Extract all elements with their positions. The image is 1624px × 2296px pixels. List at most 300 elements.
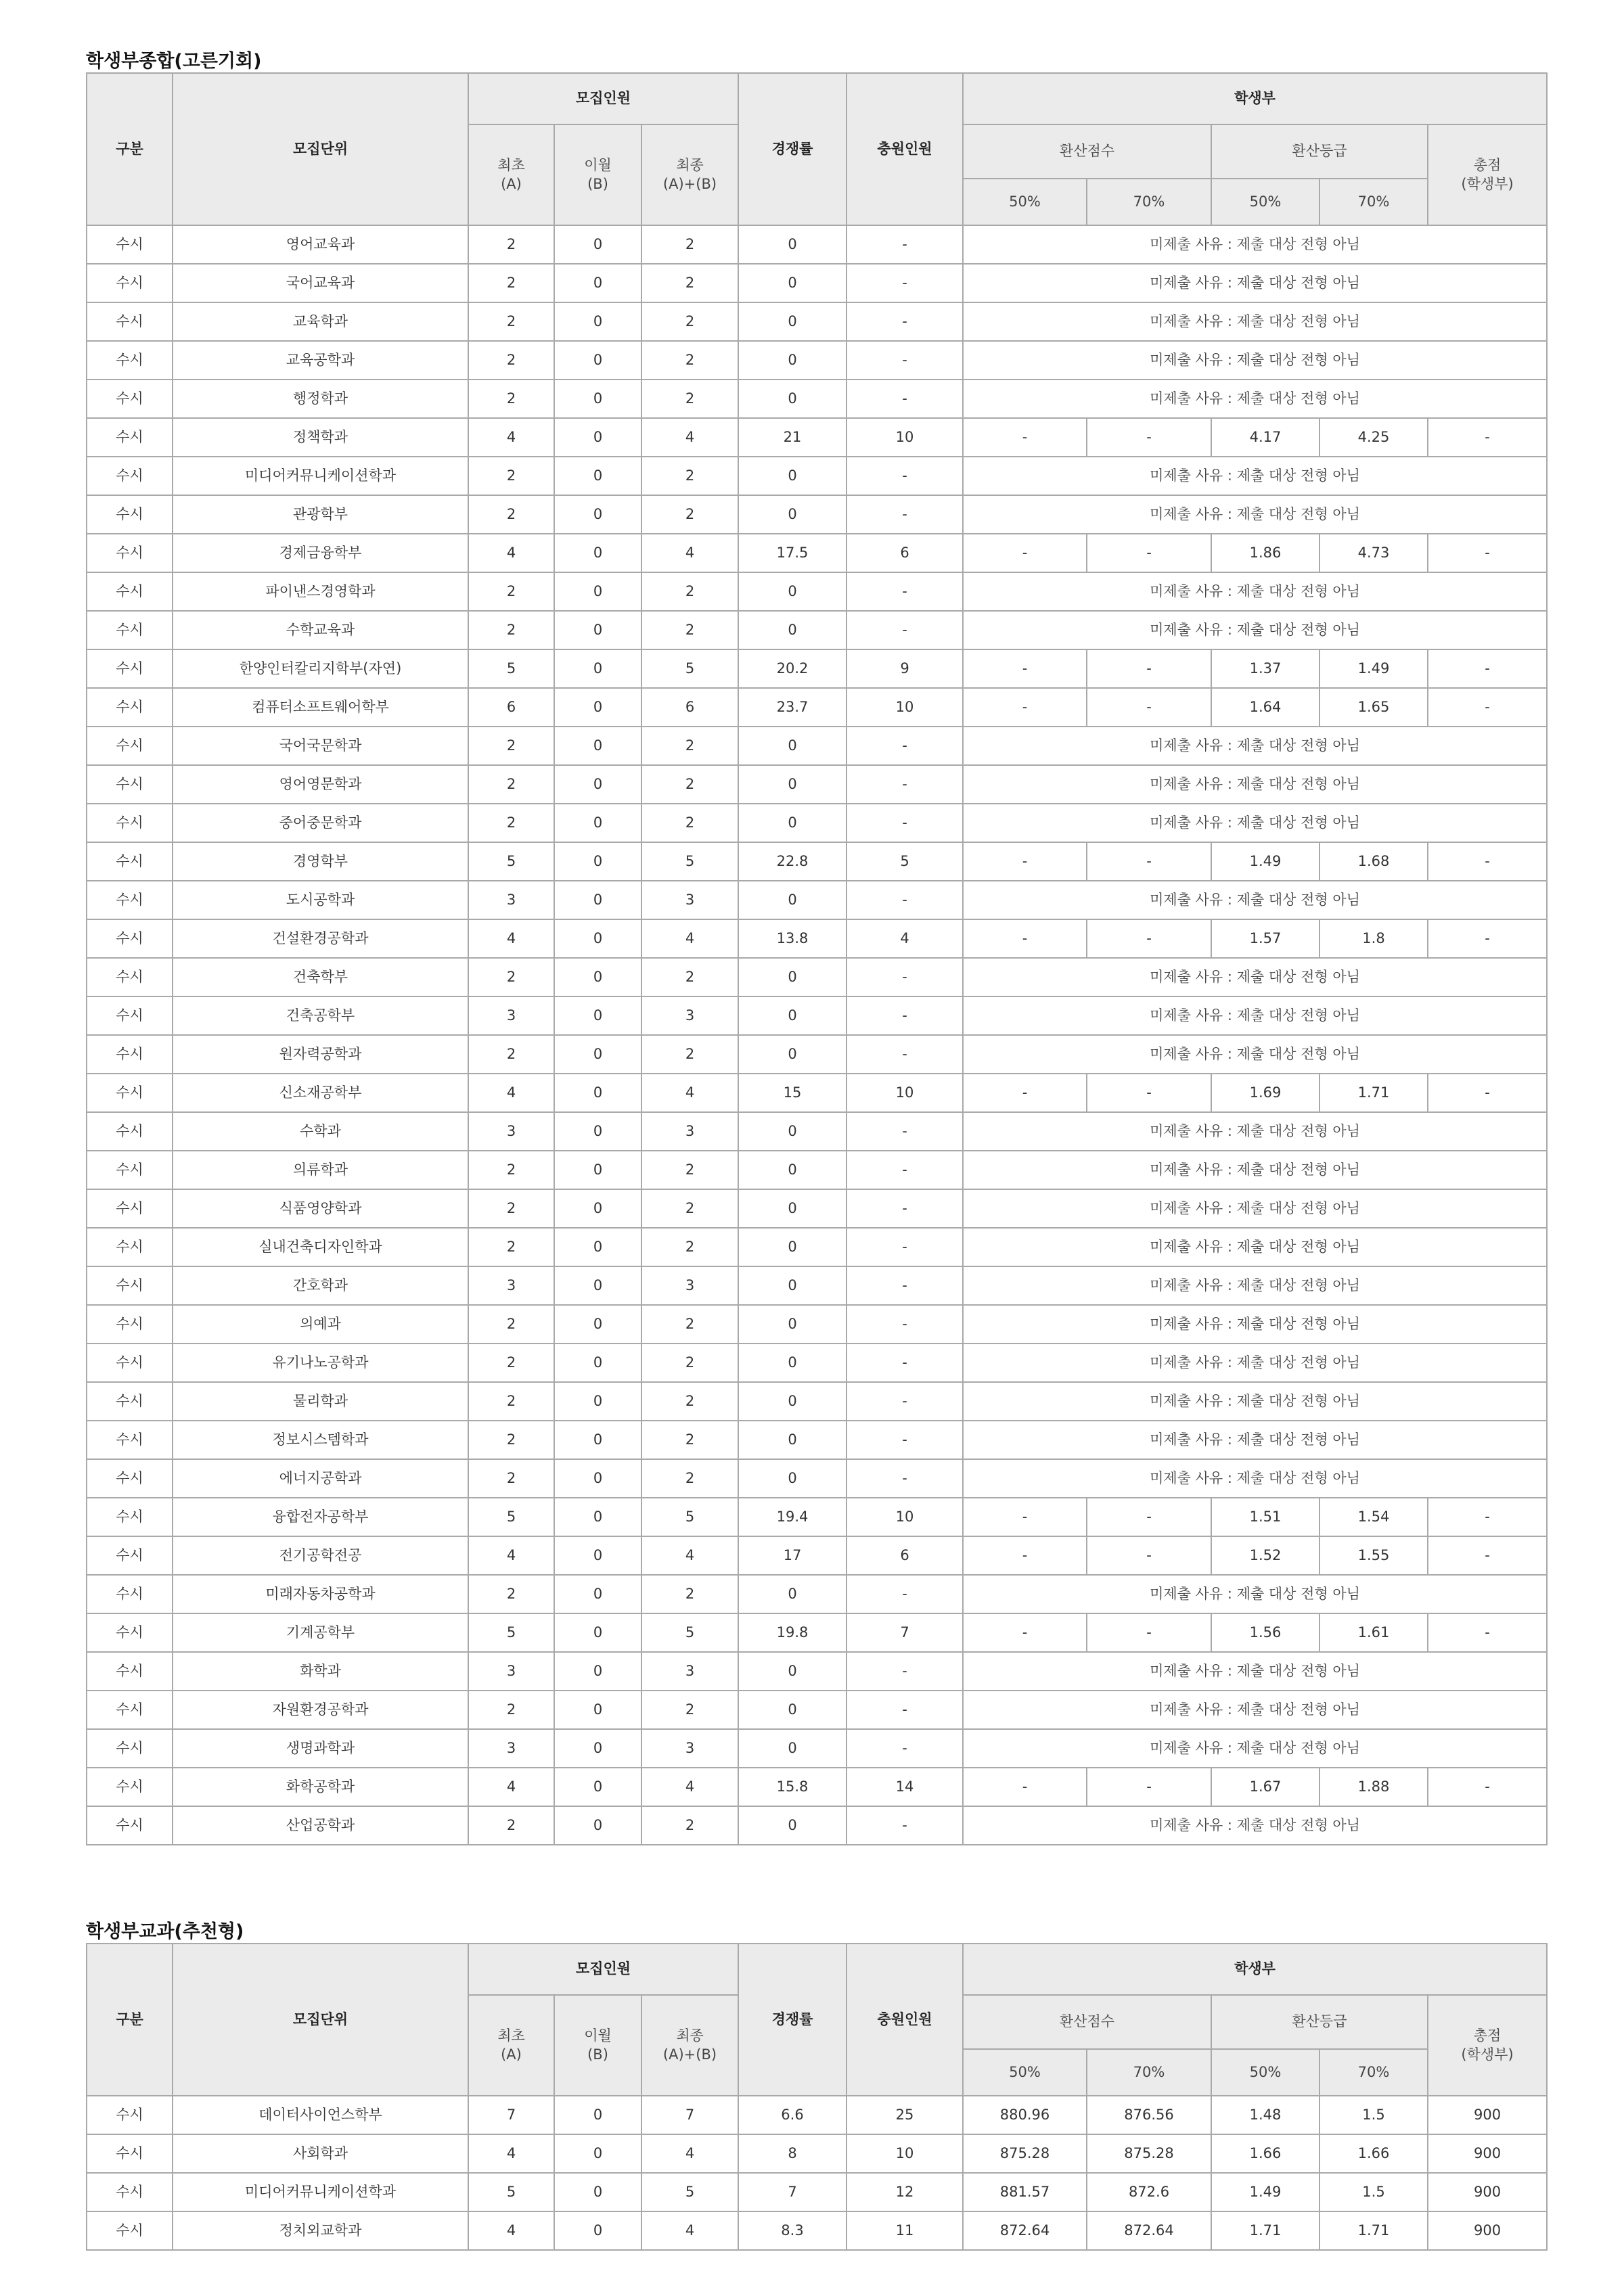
cell-competition: 0 xyxy=(738,302,847,341)
header-record-group: 학생부 xyxy=(963,1944,1547,1995)
table-row xyxy=(87,1151,1547,1189)
cell-score-50: - xyxy=(963,1498,1087,1536)
table-row xyxy=(87,302,1547,341)
cell-unit: 한양인터칼리지학부(자연) xyxy=(173,649,468,688)
cell-filled: - xyxy=(847,1266,963,1305)
table-row xyxy=(87,1189,1547,1228)
cell-unit: 데이터사이언스학부 xyxy=(173,2096,468,2134)
cell-final: 2 xyxy=(641,1344,738,1382)
cell-transfer: 0 xyxy=(554,649,641,688)
cell-total: - xyxy=(1428,1613,1547,1652)
cell-not-submitted-note: 미제출 사유 : 제출 대상 전형 아님 xyxy=(963,1421,1547,1459)
cell-final: 2 xyxy=(641,1806,738,1845)
cell-unit: 영어교육과 xyxy=(173,225,468,264)
cell-filled: - xyxy=(847,1035,963,1074)
cell-transfer: 0 xyxy=(554,457,641,495)
cell-total: 900 xyxy=(1428,2211,1547,2250)
cell-filled: - xyxy=(847,457,963,495)
table-row xyxy=(87,1498,1547,1536)
cell-competition: 0 xyxy=(738,958,847,996)
cell-transfer: 0 xyxy=(554,2173,641,2211)
cell-total: - xyxy=(1428,1498,1547,1536)
cell-filled: 7 xyxy=(847,1613,963,1652)
cell-final: 4 xyxy=(641,1768,738,1806)
header-grade-70: 70% xyxy=(1320,179,1428,225)
cell-type: 수시 xyxy=(87,1768,173,1806)
cell-type: 수시 xyxy=(87,688,173,727)
cell-initial: 5 xyxy=(468,649,554,688)
cell-not-submitted-note: 미제출 사유 : 제출 대상 전형 아님 xyxy=(963,225,1547,264)
cell-unit: 국어국문학과 xyxy=(173,727,468,765)
cell-grade-50: 1.67 xyxy=(1211,1768,1320,1806)
table-row xyxy=(87,804,1547,842)
cell-filled: 10 xyxy=(847,1074,963,1112)
cell-filled: 14 xyxy=(847,1768,963,1806)
cell-initial: 2 xyxy=(468,1691,554,1729)
cell-type: 수시 xyxy=(87,1729,173,1768)
cell-type: 수시 xyxy=(87,1691,173,1729)
cell-competition: 8.3 xyxy=(738,2211,847,2250)
cell-filled: - xyxy=(847,1151,963,1189)
cell-grade-70: 1.68 xyxy=(1320,842,1428,881)
table-row xyxy=(87,1768,1547,1806)
cell-score-50: - xyxy=(963,688,1087,727)
cell-type: 수시 xyxy=(87,534,173,572)
cell-type: 수시 xyxy=(87,1536,173,1575)
cell-competition: 0 xyxy=(738,1151,847,1189)
cell-competition: 0 xyxy=(738,1382,847,1421)
cell-initial: 2 xyxy=(468,225,554,264)
cell-not-submitted-note: 미제출 사유 : 제출 대상 전형 아님 xyxy=(963,1459,1547,1498)
header-converted-grade: 환산등급 xyxy=(1211,124,1428,179)
cell-type: 수시 xyxy=(87,264,173,302)
cell-unit: 교육학과 xyxy=(173,302,468,341)
cell-initial: 2 xyxy=(468,958,554,996)
cell-unit: 행정학과 xyxy=(173,380,468,418)
cell-filled: 10 xyxy=(847,2134,963,2173)
cell-transfer: 0 xyxy=(554,1613,641,1652)
cell-transfer: 0 xyxy=(554,1806,641,1845)
cell-initial: 2 xyxy=(468,611,554,649)
cell-transfer: 0 xyxy=(554,1459,641,1498)
cell-type: 수시 xyxy=(87,1806,173,1845)
table-row xyxy=(87,264,1547,302)
cell-initial: 4 xyxy=(468,2134,554,2173)
cell-score-70: - xyxy=(1087,649,1211,688)
cell-unit: 건축학부 xyxy=(173,958,468,996)
cell-not-submitted-note: 미제출 사유 : 제출 대상 전형 아님 xyxy=(963,1691,1547,1729)
table-row xyxy=(87,457,1547,495)
cell-competition: 0 xyxy=(738,1266,847,1305)
cell-final: 3 xyxy=(641,1112,738,1151)
cell-competition: 19.4 xyxy=(738,1498,847,1536)
table-row xyxy=(87,225,1547,264)
cell-transfer: 0 xyxy=(554,1228,641,1266)
cell-transfer: 0 xyxy=(554,495,641,534)
header-filled: 충원인원 xyxy=(847,1944,963,2096)
cell-unit: 사회학과 xyxy=(173,2134,468,2173)
header-total: 총점 (학생부) xyxy=(1428,124,1547,225)
cell-competition: 0 xyxy=(738,380,847,418)
cell-unit: 수학과 xyxy=(173,1112,468,1151)
cell-score-50: - xyxy=(963,1536,1087,1575)
cell-final: 2 xyxy=(641,264,738,302)
cell-not-submitted-note: 미제출 사유 : 제출 대상 전형 아님 xyxy=(963,1228,1547,1266)
cell-unit: 화학공학과 xyxy=(173,1768,468,1806)
header-score-50: 50% xyxy=(963,179,1087,225)
cell-filled: 5 xyxy=(847,842,963,881)
cell-unit: 의예과 xyxy=(173,1305,468,1344)
cell-final: 3 xyxy=(641,996,738,1035)
cell-score-70: 876.56 xyxy=(1087,2096,1211,2134)
cell-filled: - xyxy=(847,1806,963,1845)
cell-unit: 관광학부 xyxy=(173,495,468,534)
header-grade-50: 50% xyxy=(1211,179,1320,225)
header-record-group: 학생부 xyxy=(963,73,1547,124)
cell-unit: 경제금융학부 xyxy=(173,534,468,572)
cell-competition: 0 xyxy=(738,1421,847,1459)
table-row xyxy=(87,765,1547,804)
cell-type: 수시 xyxy=(87,1498,173,1536)
cell-competition: 0 xyxy=(738,1344,847,1382)
cell-transfer: 0 xyxy=(554,1421,641,1459)
cell-filled: 12 xyxy=(847,2173,963,2211)
cell-transfer: 0 xyxy=(554,1729,641,1768)
cell-type: 수시 xyxy=(87,302,173,341)
cell-competition: 0 xyxy=(738,341,847,380)
table-row xyxy=(87,418,1547,457)
cell-final: 2 xyxy=(641,225,738,264)
cell-type: 수시 xyxy=(87,1305,173,1344)
table-row xyxy=(87,1613,1547,1652)
header-initial: 최초 (A) xyxy=(468,124,554,225)
cell-competition: 0 xyxy=(738,1112,847,1151)
cell-final: 4 xyxy=(641,418,738,457)
cell-score-70: - xyxy=(1087,1613,1211,1652)
cell-final: 5 xyxy=(641,2173,738,2211)
cell-final: 2 xyxy=(641,380,738,418)
cell-score-70: - xyxy=(1087,688,1211,727)
cell-unit: 미디어커뮤니케이션학과 xyxy=(173,457,468,495)
cell-final: 4 xyxy=(641,1074,738,1112)
cell-final: 2 xyxy=(641,958,738,996)
cell-filled: - xyxy=(847,1652,963,1691)
cell-not-submitted-note: 미제출 사유 : 제출 대상 전형 아님 xyxy=(963,1806,1547,1845)
cell-type: 수시 xyxy=(87,611,173,649)
cell-competition: 0 xyxy=(738,225,847,264)
cell-filled: 6 xyxy=(847,1536,963,1575)
cell-initial: 2 xyxy=(468,1151,554,1189)
cell-initial: 4 xyxy=(468,1074,554,1112)
cell-initial: 2 xyxy=(468,765,554,804)
cell-initial: 5 xyxy=(468,1613,554,1652)
cell-competition: 7 xyxy=(738,2173,847,2211)
cell-competition: 0 xyxy=(738,996,847,1035)
cell-not-submitted-note: 미제출 사유 : 제출 대상 전형 아님 xyxy=(963,572,1547,611)
cell-transfer: 0 xyxy=(554,1266,641,1305)
cell-grade-70: 1.54 xyxy=(1320,1498,1428,1536)
cell-grade-50: 1.51 xyxy=(1211,1498,1320,1536)
cell-grade-50: 1.49 xyxy=(1211,2173,1320,2211)
cell-unit: 정보시스템학과 xyxy=(173,1421,468,1459)
cell-score-50: - xyxy=(963,1074,1087,1112)
cell-score-50: 881.57 xyxy=(963,2173,1087,2211)
cell-score-50: - xyxy=(963,534,1087,572)
cell-transfer: 0 xyxy=(554,727,641,765)
table-row xyxy=(87,919,1547,958)
cell-type: 수시 xyxy=(87,1074,173,1112)
cell-type: 수시 xyxy=(87,881,173,919)
cell-final: 2 xyxy=(641,727,738,765)
table-row xyxy=(87,2173,1547,2211)
cell-final: 2 xyxy=(641,572,738,611)
cell-filled: - xyxy=(847,1189,963,1228)
cell-initial: 2 xyxy=(468,1305,554,1344)
cell-final: 2 xyxy=(641,1228,738,1266)
cell-type: 수시 xyxy=(87,1228,173,1266)
table-row xyxy=(87,1074,1547,1112)
cell-not-submitted-note: 미제출 사유 : 제출 대상 전형 아님 xyxy=(963,958,1547,996)
table-row xyxy=(87,1459,1547,1498)
cell-final: 2 xyxy=(641,765,738,804)
cell-transfer: 0 xyxy=(554,380,641,418)
cell-transfer: 0 xyxy=(554,611,641,649)
cell-score-70: - xyxy=(1087,842,1211,881)
cell-competition: 0 xyxy=(738,1305,847,1344)
cell-competition: 0 xyxy=(738,1035,847,1074)
header-competition: 경쟁률 xyxy=(738,73,847,225)
header-filled: 충원인원 xyxy=(847,73,963,225)
header-converted-grade: 환산등급 xyxy=(1211,1995,1428,2049)
cell-final: 2 xyxy=(641,457,738,495)
table-row xyxy=(87,534,1547,572)
cell-final: 2 xyxy=(641,1691,738,1729)
header-transfer: 이월 (B) xyxy=(554,1995,641,2096)
cell-initial: 3 xyxy=(468,1729,554,1768)
cell-not-submitted-note: 미제출 사유 : 제출 대상 전형 아님 xyxy=(963,1344,1547,1382)
cell-filled: - xyxy=(847,996,963,1035)
cell-total: - xyxy=(1428,649,1547,688)
cell-not-submitted-note: 미제출 사유 : 제출 대상 전형 아님 xyxy=(963,457,1547,495)
cell-not-submitted-note: 미제출 사유 : 제출 대상 전형 아님 xyxy=(963,1652,1547,1691)
header-category: 구분 xyxy=(87,1944,173,2096)
cell-unit: 미디어커뮤니케이션학과 xyxy=(173,2173,468,2211)
table-row xyxy=(87,495,1547,534)
cell-competition: 19.8 xyxy=(738,1613,847,1652)
header-final: 최종 (A)+(B) xyxy=(641,124,738,225)
cell-score-50: 872.64 xyxy=(963,2211,1087,2250)
cell-filled: - xyxy=(847,1344,963,1382)
cell-competition: 6.6 xyxy=(738,2096,847,2134)
cell-type: 수시 xyxy=(87,727,173,765)
cell-transfer: 0 xyxy=(554,1151,641,1189)
cell-score-70: - xyxy=(1087,919,1211,958)
cell-transfer: 0 xyxy=(554,1035,641,1074)
cell-total: 900 xyxy=(1428,2173,1547,2211)
cell-score-70: - xyxy=(1087,418,1211,457)
cell-not-submitted-note: 미제출 사유 : 제출 대상 전형 아님 xyxy=(963,264,1547,302)
table-row xyxy=(87,1035,1547,1074)
cell-final: 4 xyxy=(641,919,738,958)
cell-transfer: 0 xyxy=(554,1575,641,1613)
cell-filled: - xyxy=(847,341,963,380)
cell-grade-50: 1.37 xyxy=(1211,649,1320,688)
cell-initial: 2 xyxy=(468,1344,554,1382)
cell-transfer: 0 xyxy=(554,341,641,380)
cell-type: 수시 xyxy=(87,1035,173,1074)
table-row xyxy=(87,881,1547,919)
cell-filled: - xyxy=(847,302,963,341)
cell-final: 5 xyxy=(641,649,738,688)
admission-table-2 xyxy=(86,1943,1548,2251)
table-row xyxy=(87,1421,1547,1459)
cell-competition: 0 xyxy=(738,881,847,919)
table-row xyxy=(87,1344,1547,1382)
cell-unit: 화학과 xyxy=(173,1652,468,1691)
header-recruit-group: 모집인원 xyxy=(468,1944,738,1995)
cell-transfer: 0 xyxy=(554,842,641,881)
header-unit: 모집단위 xyxy=(173,73,468,225)
cell-total: 900 xyxy=(1428,2096,1547,2134)
cell-competition: 22.8 xyxy=(738,842,847,881)
cell-final: 5 xyxy=(641,842,738,881)
cell-not-submitted-note: 미제출 사유 : 제출 대상 전형 아님 xyxy=(963,302,1547,341)
cell-type: 수시 xyxy=(87,1421,173,1459)
cell-transfer: 0 xyxy=(554,765,641,804)
cell-final: 3 xyxy=(641,1729,738,1768)
cell-competition: 0 xyxy=(738,1691,847,1729)
cell-grade-50: 1.56 xyxy=(1211,1613,1320,1652)
cell-type: 수시 xyxy=(87,1344,173,1382)
cell-filled: - xyxy=(847,1421,963,1459)
section-title-2: 학생부교과(추천형) xyxy=(86,1921,244,1942)
cell-score-50: - xyxy=(963,842,1087,881)
cell-initial: 2 xyxy=(468,302,554,341)
header-final: 최종 (A)+(B) xyxy=(641,1995,738,2096)
cell-competition: 0 xyxy=(738,572,847,611)
cell-unit: 의류학과 xyxy=(173,1151,468,1189)
cell-unit: 자원환경공학과 xyxy=(173,1691,468,1729)
cell-type: 수시 xyxy=(87,457,173,495)
cell-transfer: 0 xyxy=(554,1691,641,1729)
cell-type: 수시 xyxy=(87,1266,173,1305)
cell-initial: 2 xyxy=(468,1421,554,1459)
cell-final: 2 xyxy=(641,495,738,534)
cell-grade-70: 1.5 xyxy=(1320,2173,1428,2211)
cell-final: 2 xyxy=(641,341,738,380)
cell-initial: 4 xyxy=(468,534,554,572)
table-row xyxy=(87,2211,1547,2250)
cell-grade-50: 1.48 xyxy=(1211,2096,1320,2134)
header-converted-score: 환산점수 xyxy=(963,124,1211,179)
cell-transfer: 0 xyxy=(554,2134,641,2173)
cell-score-50: - xyxy=(963,418,1087,457)
cell-type: 수시 xyxy=(87,842,173,881)
cell-not-submitted-note: 미제출 사유 : 제출 대상 전형 아님 xyxy=(963,611,1547,649)
table-row xyxy=(87,380,1547,418)
cell-unit: 물리학과 xyxy=(173,1382,468,1421)
cell-type: 수시 xyxy=(87,1575,173,1613)
cell-not-submitted-note: 미제출 사유 : 제출 대상 전형 아님 xyxy=(963,341,1547,380)
cell-competition: 23.7 xyxy=(738,688,847,727)
cell-type: 수시 xyxy=(87,765,173,804)
header-category: 구분 xyxy=(87,73,173,225)
cell-filled: - xyxy=(847,1112,963,1151)
cell-type: 수시 xyxy=(87,1613,173,1652)
cell-competition: 0 xyxy=(738,765,847,804)
cell-competition: 8 xyxy=(738,2134,847,2173)
cell-type: 수시 xyxy=(87,225,173,264)
cell-grade-70: 1.49 xyxy=(1320,649,1428,688)
header-score-50: 50% xyxy=(963,2049,1087,2096)
table-row xyxy=(87,1806,1547,1845)
cell-initial: 2 xyxy=(468,572,554,611)
cell-transfer: 0 xyxy=(554,881,641,919)
cell-type: 수시 xyxy=(87,2134,173,2173)
cell-score-50: 875.28 xyxy=(963,2134,1087,2173)
cell-score-50: - xyxy=(963,919,1087,958)
cell-final: 2 xyxy=(641,1421,738,1459)
cell-not-submitted-note: 미제출 사유 : 제출 대상 전형 아님 xyxy=(963,1189,1547,1228)
cell-unit: 중어중문학과 xyxy=(173,804,468,842)
cell-initial: 3 xyxy=(468,996,554,1035)
cell-initial: 3 xyxy=(468,1112,554,1151)
cell-unit: 경영학부 xyxy=(173,842,468,881)
cell-transfer: 0 xyxy=(554,1112,641,1151)
cell-competition: 0 xyxy=(738,611,847,649)
cell-type: 수시 xyxy=(87,919,173,958)
cell-transfer: 0 xyxy=(554,1536,641,1575)
table-row xyxy=(87,958,1547,996)
cell-transfer: 0 xyxy=(554,958,641,996)
cell-initial: 2 xyxy=(468,1806,554,1845)
cell-filled: - xyxy=(847,495,963,534)
cell-final: 6 xyxy=(641,688,738,727)
header-score-70: 70% xyxy=(1087,2049,1211,2096)
cell-final: 5 xyxy=(641,1613,738,1652)
cell-final: 2 xyxy=(641,1035,738,1074)
cell-final: 2 xyxy=(641,1459,738,1498)
cell-initial: 7 xyxy=(468,2096,554,2134)
cell-not-submitted-note: 미제출 사유 : 제출 대상 전형 아님 xyxy=(963,1112,1547,1151)
cell-unit: 영어영문학과 xyxy=(173,765,468,804)
cell-score-50: - xyxy=(963,1768,1087,1806)
header-unit: 모집단위 xyxy=(173,1944,468,2096)
cell-transfer: 0 xyxy=(554,1382,641,1421)
cell-type: 수시 xyxy=(87,2173,173,2211)
cell-final: 4 xyxy=(641,2134,738,2173)
cell-total: - xyxy=(1428,534,1547,572)
cell-type: 수시 xyxy=(87,2096,173,2134)
cell-final: 2 xyxy=(641,302,738,341)
admission-table-1 xyxy=(86,72,1548,1845)
section-title-1: 학생부종합(고른기회) xyxy=(86,51,262,72)
cell-competition: 0 xyxy=(738,1652,847,1691)
cell-unit: 실내건축디자인학과 xyxy=(173,1228,468,1266)
cell-grade-70: 1.66 xyxy=(1320,2134,1428,2173)
table-row xyxy=(87,1575,1547,1613)
cell-unit: 컴퓨터소프트웨어학부 xyxy=(173,688,468,727)
cell-filled: - xyxy=(847,1228,963,1266)
cell-competition: 0 xyxy=(738,1228,847,1266)
table-row xyxy=(87,1228,1547,1266)
cell-initial: 2 xyxy=(468,495,554,534)
cell-initial: 2 xyxy=(468,727,554,765)
cell-type: 수시 xyxy=(87,1652,173,1691)
cell-final: 3 xyxy=(641,1266,738,1305)
header-total: 총점 (학생부) xyxy=(1428,1995,1547,2096)
cell-competition: 0 xyxy=(738,1729,847,1768)
